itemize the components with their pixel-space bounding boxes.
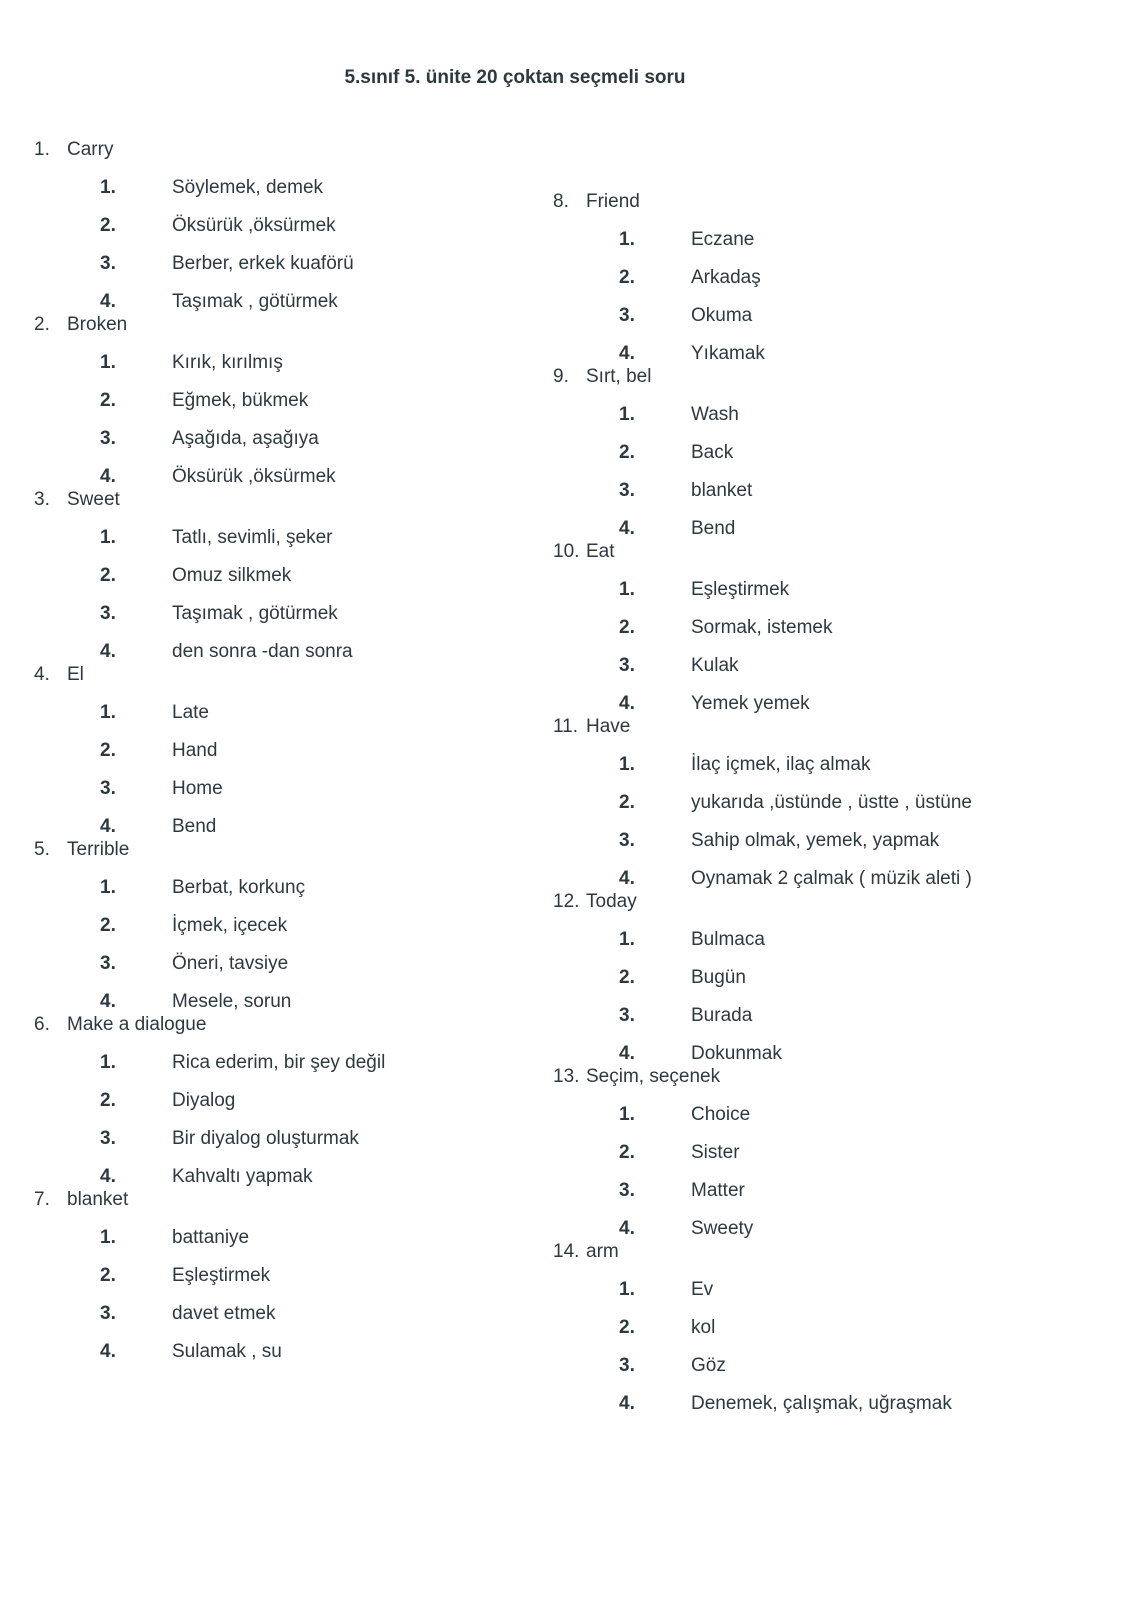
option-number: 4. — [619, 1218, 635, 1239]
option-text: battaniye — [172, 1227, 250, 1248]
option-text: davet etmek — [172, 1303, 276, 1324]
option-number: 3. — [619, 1180, 635, 1201]
option-text: Kırık, kırılmış — [172, 352, 283, 373]
option-text: Denemek, çalışmak, uğraşmak — [691, 1393, 952, 1414]
option-number: 2. — [619, 1142, 635, 1163]
option-text: Arkadaş — [691, 267, 761, 288]
question-text: Have — [586, 716, 631, 737]
option-text: Sweety — [691, 1218, 754, 1239]
question-text: Terrible — [67, 839, 130, 860]
option-text: Mesele, sorun — [172, 991, 292, 1012]
option-number: 1. — [100, 702, 116, 723]
option-number: 2. — [100, 915, 116, 936]
option-number: 1. — [619, 754, 635, 775]
question-text: Broken — [67, 314, 128, 335]
option-text: Rica ederim, bir şey değil — [172, 1052, 386, 1073]
option-number: 4. — [619, 1393, 635, 1414]
option-text: Kulak — [691, 655, 739, 676]
question — [34, 1014, 514, 1189]
option-number: 3. — [100, 953, 116, 974]
option-number: 1. — [100, 527, 116, 548]
option-text: Diyalog — [172, 1090, 236, 1111]
option-text: Taşımak , götürmek — [172, 603, 338, 624]
option-number: 2. — [100, 215, 116, 236]
option-number: 3. — [619, 480, 635, 501]
option-text: Oynamak 2 çalmak ( müzik aleti ) — [691, 868, 972, 889]
option-text: Göz — [691, 1355, 726, 1376]
question-number: 12. — [553, 891, 580, 912]
option-text: Söylemek, demek — [172, 177, 324, 198]
option-number: 4. — [100, 291, 116, 312]
option-text: Wash — [691, 404, 739, 425]
question — [553, 191, 1033, 366]
option-text: Bulmaca — [691, 929, 765, 950]
option-text: Bugün — [691, 967, 746, 988]
option-number: 2. — [619, 617, 635, 638]
question-number: 2. — [34, 314, 50, 335]
option-number: 1. — [619, 1279, 635, 1300]
option-number: 2. — [100, 1090, 116, 1111]
option-text: Home — [172, 778, 223, 799]
option-text: Matter — [691, 1180, 745, 1201]
option-number: 3. — [619, 655, 635, 676]
question-number: 4. — [34, 664, 50, 685]
option-number: 2. — [619, 267, 635, 288]
question-text: El — [67, 664, 84, 685]
question — [553, 366, 1033, 541]
option-text: kol — [691, 1317, 716, 1338]
option-text: Berber, erkek kuaförü — [172, 253, 354, 274]
option-text: Choice — [691, 1104, 751, 1125]
option-text: Back — [691, 442, 734, 463]
question-number: 6. — [34, 1014, 50, 1035]
option-number: 3. — [100, 603, 116, 624]
option-text: Tatlı, sevimli, şeker — [172, 527, 333, 548]
option-text: yukarıda ,üstünde , üstte , üstüne — [691, 792, 972, 813]
option-text: Bend — [691, 518, 736, 539]
option-number: 1. — [619, 404, 635, 425]
question-text: Friend — [586, 191, 640, 212]
option-text: Bend — [172, 816, 217, 837]
option-number: 1. — [100, 352, 116, 373]
option-number: 4. — [100, 466, 116, 487]
option-number: 4. — [100, 816, 116, 837]
question-number: 10. — [553, 541, 580, 562]
option-number: 4. — [619, 518, 635, 539]
option-number: 3. — [100, 1303, 116, 1324]
question-text: Make a dialogue — [67, 1014, 207, 1035]
option-number: 1. — [619, 579, 635, 600]
option-number: 1. — [619, 929, 635, 950]
option-number: 2. — [619, 967, 635, 988]
option-text: Sulamak , su — [172, 1341, 282, 1362]
question-text: Sırt, bel — [586, 366, 652, 387]
question — [34, 314, 514, 489]
option-number: 3. — [619, 1005, 635, 1026]
option-text: Eşleştirmek — [691, 579, 790, 600]
option-text: Dokunmak — [691, 1043, 782, 1064]
option-number: 1. — [100, 877, 116, 898]
option-text: Bir diyalog oluşturmak — [172, 1128, 359, 1149]
option-text: Eczane — [691, 229, 755, 250]
option-text: Öksürük ,öksürmek — [172, 466, 336, 487]
option-number: 2. — [100, 390, 116, 411]
option-number: 2. — [619, 442, 635, 463]
option-text: İçmek, içecek — [172, 915, 288, 936]
option-number: 4. — [619, 693, 635, 714]
question — [553, 541, 1033, 716]
question-number: 13. — [553, 1066, 580, 1087]
option-number: 3. — [100, 778, 116, 799]
question — [34, 664, 514, 839]
option-number: 3. — [100, 428, 116, 449]
question-number: 7. — [34, 1189, 50, 1210]
option-text: Öksürük ,öksürmek — [172, 215, 336, 236]
option-number: 4. — [100, 641, 116, 662]
question-number: 11. — [553, 716, 579, 737]
question-text: Sweet — [67, 489, 120, 510]
question-text: Carry — [67, 139, 114, 160]
option-number: 2. — [100, 565, 116, 586]
option-number: 1. — [619, 1104, 635, 1125]
question-number: 3. — [34, 489, 50, 510]
question-text: Eat — [586, 541, 615, 562]
question — [34, 839, 514, 1014]
option-number: 4. — [100, 1166, 116, 1187]
question — [34, 139, 514, 314]
question-number: 5. — [34, 839, 50, 860]
option-text: Aşağıda, aşağıya — [172, 428, 319, 449]
question-text: Today — [586, 891, 637, 912]
option-number: 4. — [100, 1341, 116, 1362]
question-number: 1. — [34, 139, 50, 160]
option-text: Berbat, korkunç — [172, 877, 306, 898]
option-text: Kahvaltı yapmak — [172, 1166, 313, 1187]
option-text: Eşleştirmek — [172, 1265, 271, 1286]
option-text: Okuma — [691, 305, 753, 326]
option-text: Late — [172, 702, 209, 723]
option-text: Yemek yemek — [691, 693, 810, 714]
option-number: 3. — [100, 253, 116, 274]
option-number: 1. — [619, 229, 635, 250]
option-number: 4. — [619, 1043, 635, 1064]
option-number: 3. — [619, 830, 635, 851]
option-text: Yıkamak — [691, 343, 765, 364]
option-text: Öneri, tavsiye — [172, 953, 289, 974]
option-number: 2. — [619, 792, 635, 813]
question-text: Seçim, seçenek — [586, 1066, 721, 1087]
option-text: İlaç içmek, ilaç almak — [691, 754, 871, 775]
question — [34, 1189, 514, 1364]
option-number: 4. — [100, 991, 116, 1012]
option-number: 2. — [619, 1317, 635, 1338]
option-text: Sahip olmak, yemek, yapmak — [691, 830, 940, 851]
question — [34, 489, 514, 664]
option-number: 4. — [619, 343, 635, 364]
option-number: 2. — [100, 740, 116, 761]
option-text: Ev — [691, 1279, 714, 1300]
option-number: 3. — [619, 305, 635, 326]
question — [553, 716, 1033, 891]
option-number: 3. — [100, 1128, 116, 1149]
option-text: Sister — [691, 1142, 740, 1163]
question-text: blanket — [67, 1189, 129, 1210]
option-number: 1. — [100, 177, 116, 198]
question-number: 14. — [553, 1241, 580, 1262]
question-number: 8. — [553, 191, 569, 212]
question — [553, 1241, 1033, 1416]
option-text: Burada — [691, 1005, 753, 1026]
option-number: 1. — [100, 1052, 116, 1073]
question-text: arm — [586, 1241, 619, 1262]
option-number: 1. — [100, 1227, 116, 1248]
option-text: Omuz silkmek — [172, 565, 292, 586]
option-text: Eğmek, bükmek — [172, 390, 309, 411]
option-text: den sonra -dan sonra — [172, 641, 353, 662]
page-title: 5.sınıf 5. ünite 20 çoktan seçmeli soru — [344, 67, 686, 88]
question — [553, 1066, 1033, 1241]
option-text: Taşımak , götürmek — [172, 291, 338, 312]
option-text: Sormak, istemek — [691, 617, 833, 638]
option-text: Hand — [172, 740, 218, 761]
option-number: 3. — [619, 1355, 635, 1376]
question — [553, 891, 1033, 1066]
option-text: blanket — [691, 480, 753, 501]
question-number: 9. — [553, 366, 569, 387]
option-number: 2. — [100, 1265, 116, 1286]
option-number: 4. — [619, 868, 635, 889]
